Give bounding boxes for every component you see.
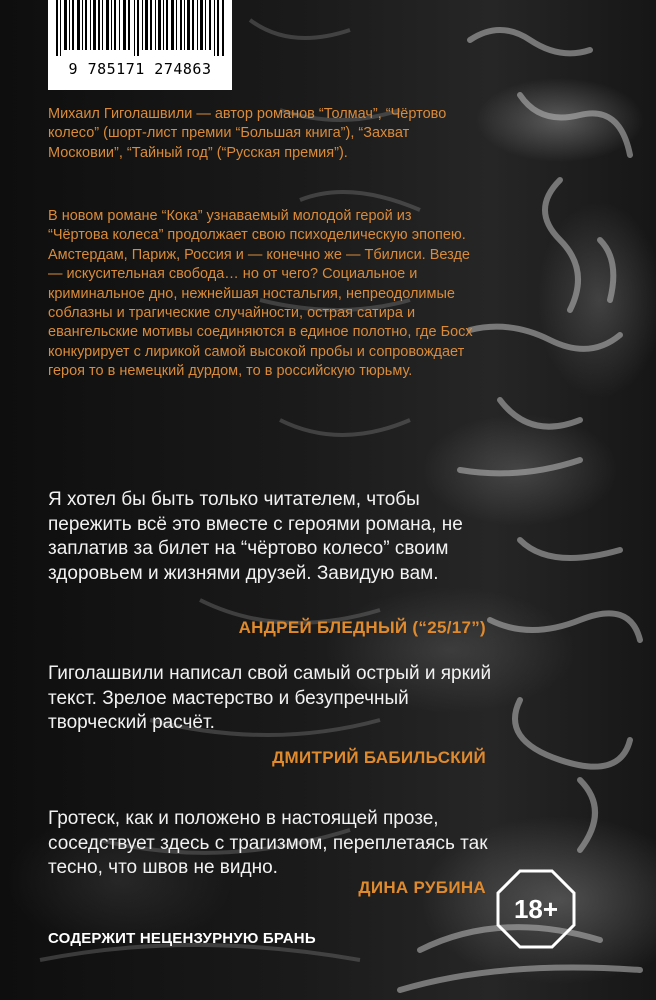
review-quote: Я хотел бы быть только читателем, чтобы пережить всё это вместе с героями романа, не заплатив за билет на “чёртово колесо” своим здоровьем и жизнями друзей. Завидую вам. [48,489,463,584]
review-author: ДМИТРИЙ БАБИЛЬСКИЙ [272,748,486,767]
review-author: ДИНА РУБИНА [358,878,486,897]
review-quote: Гиголашвили написал свой самый острый и яркий текст. Зрелое мастерство и безупречный творческий расчёт. [48,663,492,734]
author-bio: Михаил Гиголашвили — автор романов “Толмач”, “Чёртово колесо” (шорт-лист премии “Большая книга”), “Захват Московии”, “Тайный год” (“Русская премия”). [48,106,447,161]
review-quote: Гротеск, как и положено в настоящей прозе, соседствует здесь с трагизмом, переплетаясь так тесно, что швов не видно. [48,808,488,879]
age-rating-badge [496,869,576,949]
barcode [48,0,232,90]
content-warning: СОДЕРЖИТ НЕЦЕНЗУРНУЮ БРАНЬ [48,930,316,947]
age-rating-label: 18+ [513,894,559,924]
book-description: В новом романе “Кока” узнаваемый молодой герой из “Чёртова колеса” продолжает свою психоделическую эпопею. Амстердам, Париж, Россия и — конечно же — Тбилиси. Везде — искусительная свобода… но от чего? Социальное и криминальное дно, нежнейшая ностальгия, непреодолимые соблазны и трагические случайности, острая сатира и евангельские мотивы соединяются в единое полотно, где Босх конкурирует с лирикой самой высокой пробы и сопровождает героя то в немецкий дурдом, то в российскую тюрьму. [48,208,473,380]
review-author: АНДРЕЙ БЛЕДНЫЙ (“25/17”) [238,618,486,637]
barcode-bars [56,0,224,56]
isbn-number: 9 785171 274863 [68,60,212,78]
